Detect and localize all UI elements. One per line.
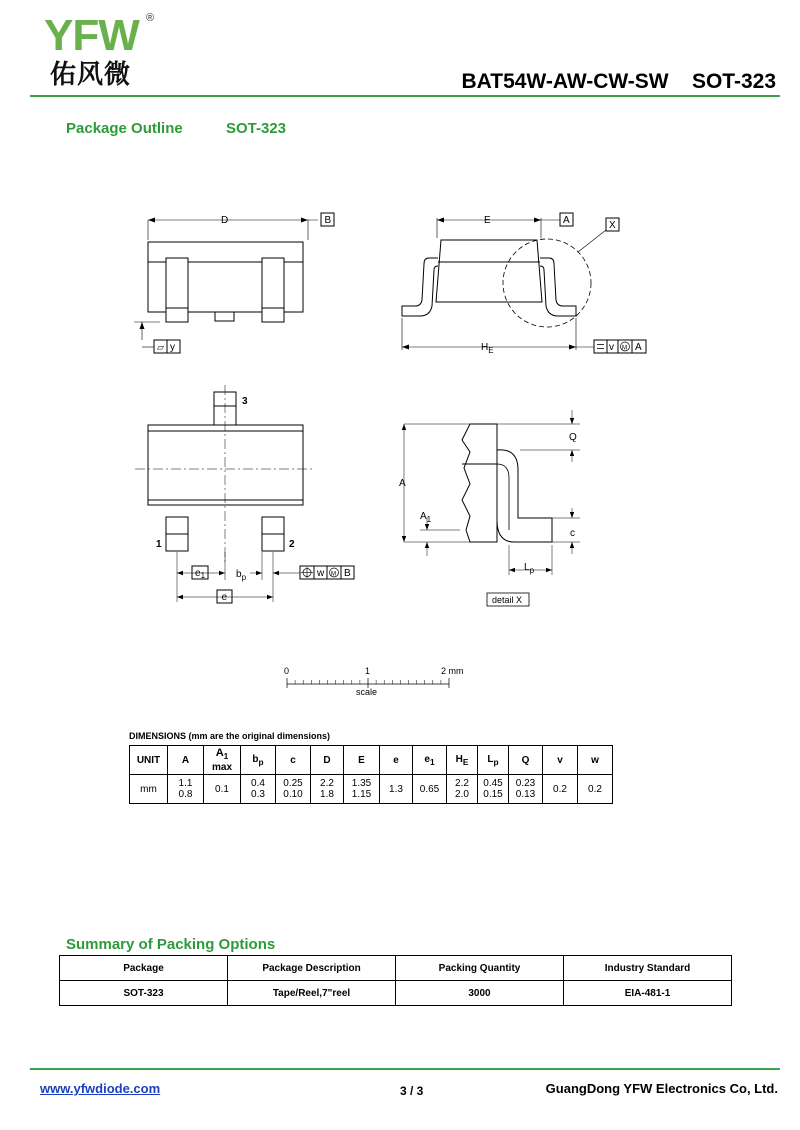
packing-hdr-standard: Industry Standard [564, 956, 732, 981]
detail-x [402, 410, 580, 606]
hdr-v: v [543, 746, 578, 775]
label-Q: Q [569, 432, 577, 443]
packing-title: Summary of Packing Options [66, 936, 276, 953]
top-view [134, 213, 334, 353]
scale-0: 0 [284, 666, 290, 676]
scale-2mm: 2 mm [441, 666, 464, 676]
val-E: 1.35 1.15 [344, 775, 380, 804]
pin-3: 3 [242, 396, 248, 407]
hdr-A: A [168, 746, 204, 775]
label-D: D [221, 215, 229, 226]
hdr-c: c [276, 746, 311, 775]
packing-standard: EIA-481-1 [564, 981, 732, 1006]
packing-table [59, 955, 732, 1006]
val-v: 0.2 [543, 775, 578, 804]
flatness-symbol: ▱ [157, 342, 164, 352]
packing-description: Tape/Reel,7"reel [228, 981, 396, 1006]
section-title: Package Outline [66, 120, 183, 137]
package-name: SOT-323 [691, 70, 776, 93]
tol-m-side: M [622, 345, 627, 352]
val-c: 0.25 0.10 [276, 775, 311, 804]
hdr-e1: $e_1$ [413, 746, 447, 775]
label-A1: $A_1$ [420, 511, 432, 524]
label-HE: $H_E$ [481, 342, 494, 355]
packing-hdr-quantity: Packing Quantity [396, 956, 564, 981]
page-number: 3 / 3 [400, 1084, 424, 1098]
tol-ref-B: B [344, 568, 351, 579]
val-Q: 0.23 0.13 [509, 775, 543, 804]
registered-mark: ® [146, 12, 155, 24]
hdr-E: E [344, 746, 380, 775]
label-detail-x: detail X [492, 595, 523, 605]
logo: YFW [44, 11, 139, 60]
datum-B: B [324, 215, 332, 226]
hdr-bp: $b_p$ [241, 746, 276, 775]
val-e1: 0.65 [413, 775, 447, 804]
tol-w: w [317, 568, 325, 579]
packing-hdr-description: Package Description [228, 956, 396, 981]
section-package: SOT-323 [226, 120, 287, 137]
hdr-Lp: $L_p$ [478, 746, 509, 775]
hdr-HE: $H_E$ [447, 746, 478, 775]
scale-1: 1 [365, 666, 371, 676]
label-E: E [484, 215, 491, 226]
packing-header-row [60, 956, 732, 981]
label-bp: $b_p$ [236, 569, 247, 582]
tol-ref-A: A [635, 342, 642, 353]
tol-v: v [609, 342, 614, 353]
val-HE: 2.2 2.0 [447, 775, 478, 804]
datum-A: A [563, 215, 570, 226]
val-A: 1.1 0.8 [168, 775, 204, 804]
packing-hdr-package: Package [60, 956, 228, 981]
dimensions-title: DIMENSIONS (mm are the original dimensions) [129, 731, 331, 741]
val-A1: 0.1 [204, 775, 241, 804]
side-view [402, 213, 646, 353]
packing-quantity: 3000 [396, 981, 564, 1006]
logo-chinese: 佑风微 [50, 60, 132, 90]
hdr-w: w [578, 746, 613, 775]
scale-label: scale [356, 687, 378, 697]
val-Lp: 0.45 0.15 [478, 775, 509, 804]
val-w: 0.2 [578, 775, 613, 804]
tol-m-bottom: M [331, 571, 336, 578]
hdr-e: e [380, 746, 413, 775]
part-numbers: BAT54W-AW-CW-SW [461, 70, 669, 93]
label-X: X [609, 220, 616, 231]
website-link[interactable]: www.yfwdiode.com [40, 1081, 161, 1096]
val-bp: 0.4 0.3 [241, 775, 276, 804]
hdr-D: D [311, 746, 344, 775]
val-D: 2.2 1.8 [311, 775, 344, 804]
hdr-A1: $A_1$ max [204, 746, 241, 775]
packing-package: SOT-323 [60, 981, 228, 1006]
label-Lp: $L_p$ [524, 562, 535, 575]
val-unit: mm [130, 775, 168, 804]
label-c: c [570, 528, 575, 539]
packing-row [60, 981, 732, 1006]
hdr-unit: UNIT [130, 746, 168, 775]
pin-2: 2 [289, 539, 295, 550]
pin-1: 1 [156, 539, 162, 550]
label-e: e [221, 592, 228, 603]
val-e: 1.3 [380, 775, 413, 804]
hdr-Q: Q [509, 746, 543, 775]
dimensions-table [129, 745, 613, 804]
label-y: y [170, 342, 175, 353]
footer-rule [30, 1068, 780, 1070]
label-A: A [399, 478, 406, 489]
dimensions-header-row [130, 746, 613, 775]
company-name: GuangDong YFW Electronics Co, Ltd. [545, 1081, 778, 1096]
label-e1: $e_1$ [195, 568, 206, 580]
dimensions-data-row [130, 775, 613, 804]
